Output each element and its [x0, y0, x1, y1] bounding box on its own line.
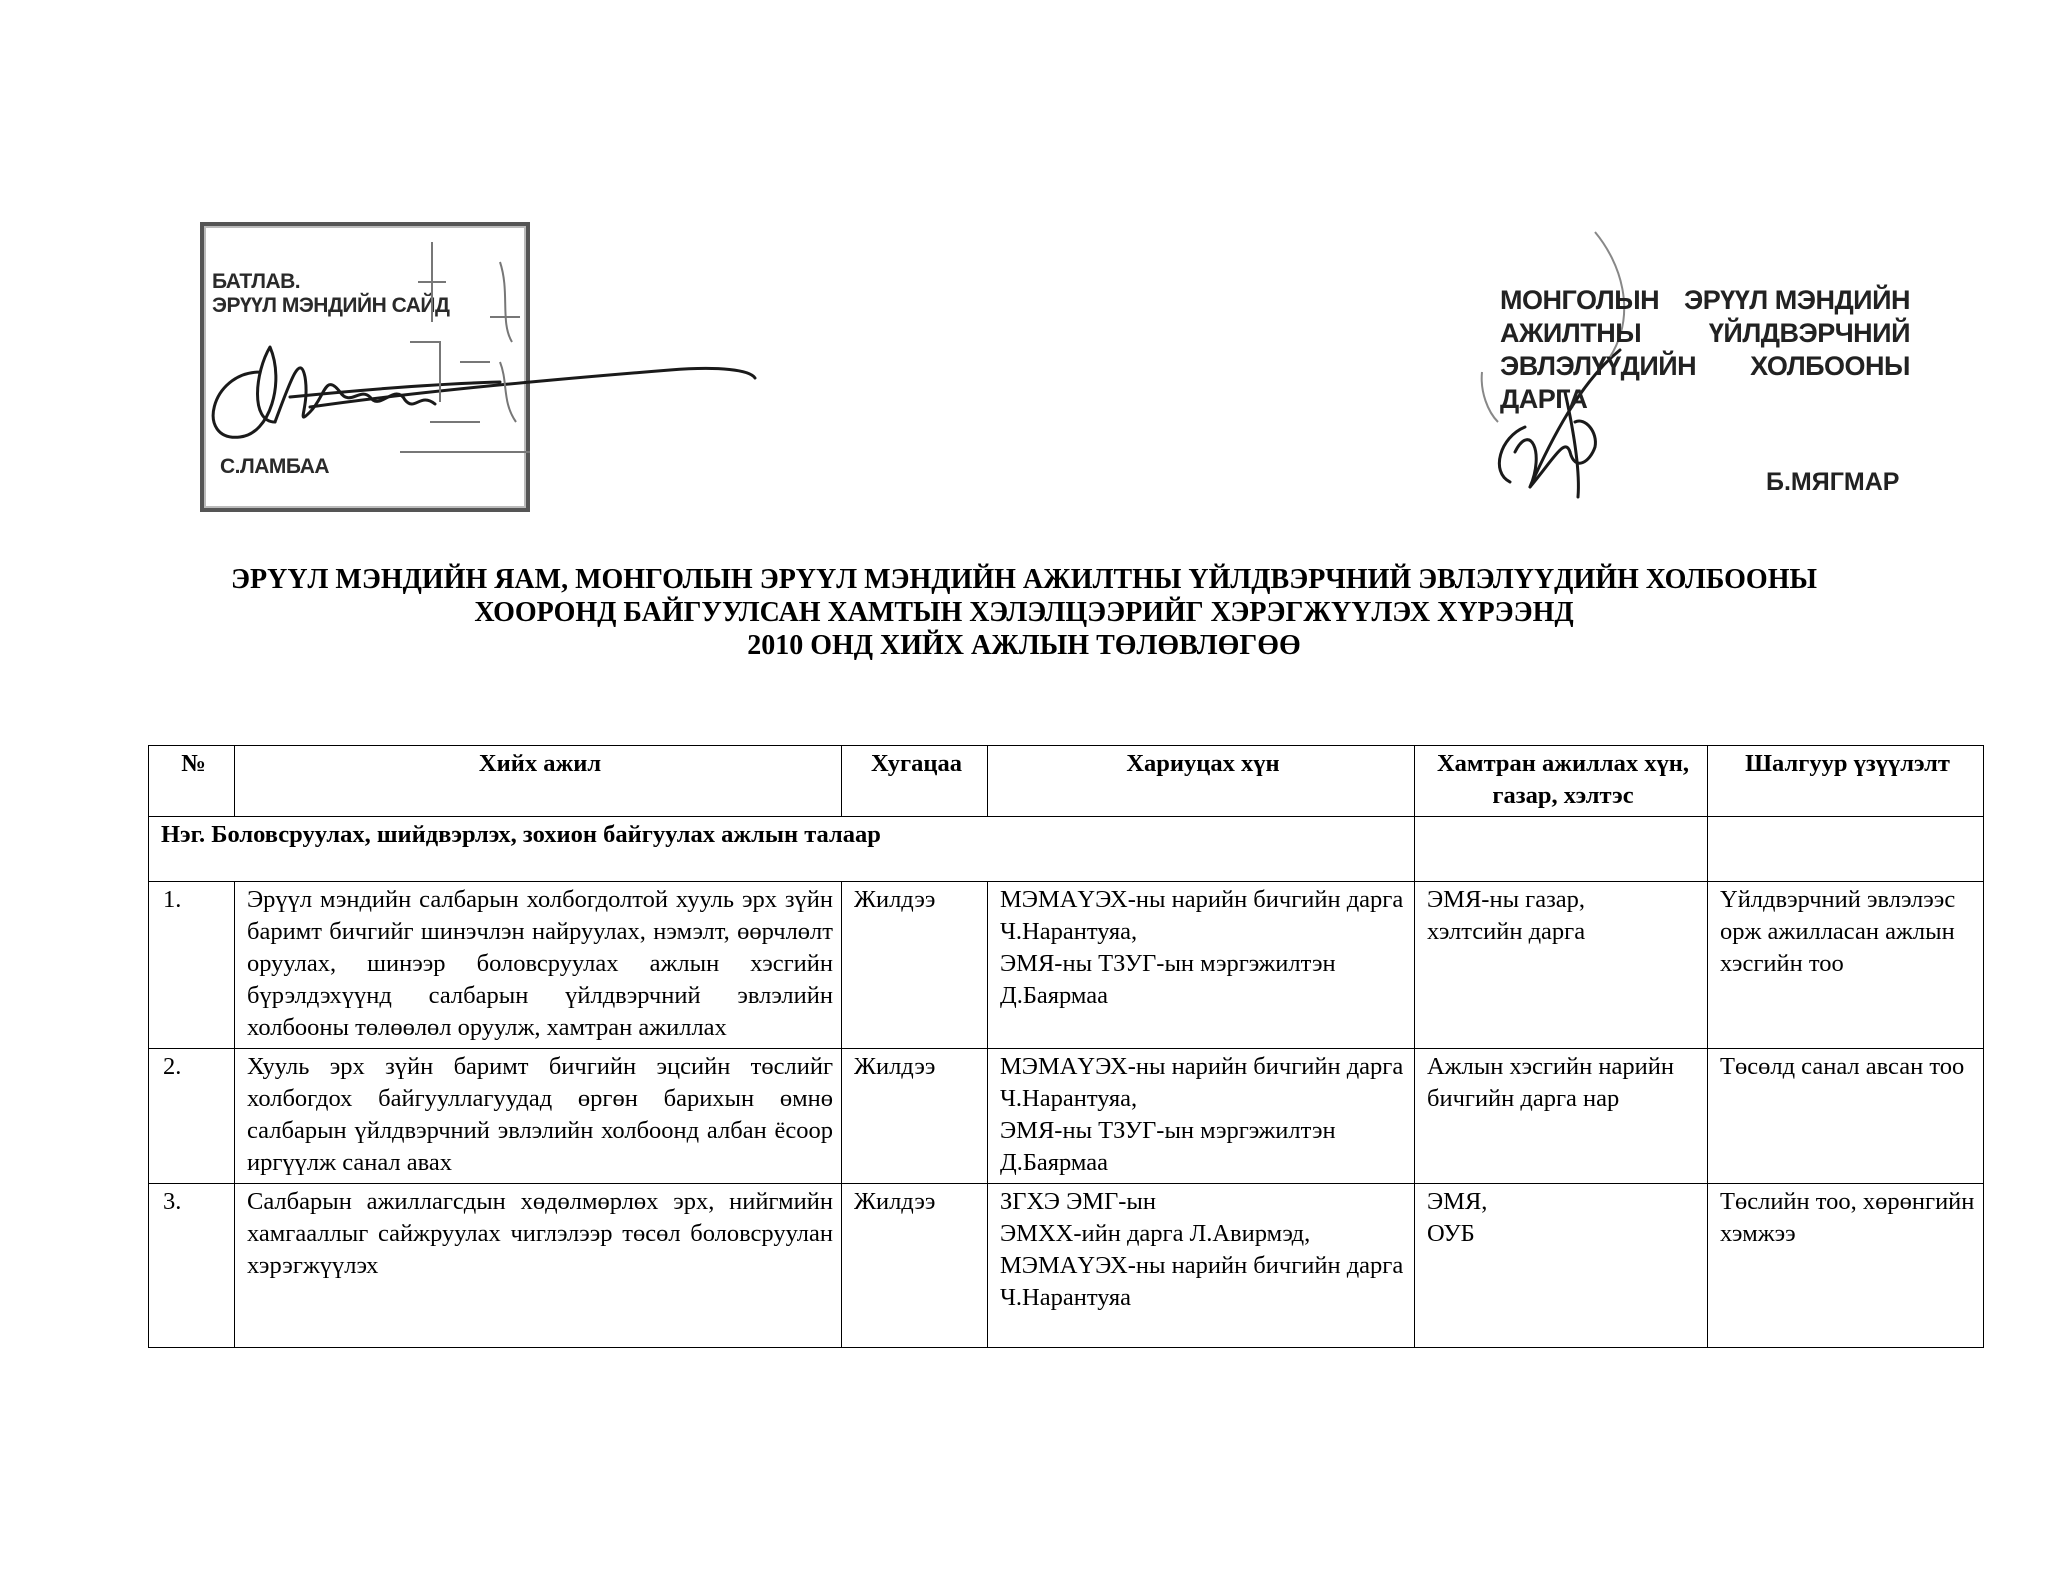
work-plan-table: [148, 745, 1984, 1348]
row-responsible: [988, 882, 1415, 1049]
row-partner: [1415, 1049, 1708, 1184]
title-line-1: ЭРҮҮЛ МЭНДИЙН ЯАМ, МОНГОЛЫН ЭРҮҮЛ МЭНДИЙН АЖИЛТНЫ ҮЙЛДВЭРЧНИЙ ЭВЛЭЛҮҮДИЙН ХОЛБООНЫ: [231, 564, 1817, 595]
row-criterion: Төслийн тоо, хөрөнгийн хэмжээ: [1708, 1184, 1984, 1348]
responsible-line: МЭМАҮЭХ-ны нарийн бичгийн дарга Ч.Нарантуяа: [1000, 1252, 1404, 1311]
row-period: Жилдээ: [842, 1049, 988, 1184]
table-row: [149, 882, 1984, 1049]
row-number: 2.: [149, 1049, 235, 1184]
header-task: Хийх ажил: [235, 746, 842, 817]
stamp-minister-title: ЭРҮҮЛ МЭНДИЙН САЙД: [212, 294, 450, 317]
row-task: Хууль эрх зүйн баримт бичгийн эцсийн төслийг холбогдох байгууллагуудад өргөн барихын өмнө салбарын үйлдвэрчний эвлэлийн холбоонд албан ёсоор иргүүлж санал авах: [235, 1049, 842, 1184]
row-period: Жилдээ: [842, 1184, 988, 1348]
table-row: [149, 1184, 1984, 1348]
document-title: [100, 563, 1948, 662]
header-period: Хугацаа: [842, 746, 988, 817]
section-title: Нэг. Боловсруулах, шийдвэрлэх, зохион байгуулах ажлын талаар: [149, 817, 1415, 882]
partner-line: ЭМЯ-ны газар,: [1427, 886, 1586, 913]
header-number: №: [149, 746, 235, 817]
approval-line-2b: ҮЙЛДВЭРЧНИЙ: [1708, 318, 1910, 348]
row-period: Жилдээ: [842, 882, 988, 1049]
partner-line: хэлтсийн дарга: [1427, 918, 1586, 945]
partner-line: ЭМЯ,: [1427, 1188, 1488, 1215]
partner-line: ОУБ: [1427, 1220, 1475, 1247]
row-responsible: [988, 1184, 1415, 1348]
responsible-line: ЭМЯ-ны ТЗУГ-ын мэргэжилтэн Д.Баярмаа: [1000, 950, 1336, 1009]
section-empty-cell: [1708, 817, 1984, 882]
approval-line-2a: АЖИЛТНЫ: [1500, 318, 1642, 348]
row-partner: [1415, 882, 1708, 1049]
row-criterion: Төсөлд санал авсан тоо: [1708, 1049, 1984, 1184]
table-header-row: [149, 746, 1984, 817]
approval-line-1a: МОНГОЛЫН: [1500, 285, 1660, 315]
header-partner: Хамтран ажиллах хүн, газар, хэлтэс: [1415, 746, 1708, 817]
row-criterion: Үйлдвэрчний эвлэлээс орж ажилласан ажлын хэсгийн тоо: [1708, 882, 1984, 1049]
header-criterion: Шалгуур үзүүлэлт: [1708, 746, 1984, 817]
title-line-3: 2010 ОНД ХИЙХ АЖЛЫН ТӨЛӨВЛӨГӨӨ: [747, 630, 1301, 661]
responsible-line: МЭМАҮЭХ-ны нарийн бичгийн дарга Ч.Нарантуяа,: [1000, 1053, 1404, 1112]
section-row: [149, 817, 1984, 882]
approval-line-3a: ЭВЛЭЛҮҮДИЙН: [1500, 351, 1697, 381]
approval-line-3b: ХОЛБООНЫ: [1750, 351, 1910, 381]
row-number: 1.: [149, 882, 235, 1049]
header-responsible: Хариуцах хүн: [988, 746, 1415, 817]
title-line-2: ХООРОНД БАЙГУУЛСАН ХАМТЫН ХЭЛЭЛЦЭЭРИЙГ ХЭРЭГЖҮҮЛЭХ ХҮРЭЭНД: [474, 597, 1574, 628]
row-task: Эрүүл мэндийн салбарын холбогдолтой хууль эрх зүйн баримт бичгийг шинэчлэн найруулах, нэмэлт, өөрчлөлт оруулах, шинээр боловсруулах ажлын хэсгийн бүрэлдэхүүнд салбарын үйлдвэрчний эвлэлийн холбооны төлөөлөл оруулж, хамтран ажиллах: [235, 882, 842, 1049]
row-partner: [1415, 1184, 1708, 1348]
union-chair-title: [1500, 284, 1910, 416]
approval-line-1b: ЭРҮҮЛ МЭНДИЙН: [1684, 285, 1910, 315]
table-row: [149, 1049, 1984, 1184]
union-approval-block: [1470, 222, 1930, 512]
stamp-approved-label: БАТЛАВ.: [212, 270, 301, 293]
section-empty-cell: [1415, 817, 1708, 882]
approval-line-4: ДАРГА: [1500, 384, 1588, 414]
approval-stamp: [200, 222, 530, 512]
row-task: Салбарын ажиллагсдын хөдөлмөрлөх эрх, нийгмийн хамгааллыг сайжруулах чиглэлээр төсөл боловсруулан хэрэгжүүлэх: [235, 1184, 842, 1348]
responsible-line: ЭМХХ-ийн дарга Л.Авирмэд,: [1000, 1220, 1311, 1247]
partner-line: Ажлын хэсгийн нарийн бичгийн дарга нар: [1427, 1053, 1674, 1112]
union-chair-name: Б.МЯГМАР: [1766, 468, 1900, 496]
responsible-line: ЗГХЭ ЭМГ-ын: [1000, 1188, 1156, 1215]
responsible-line: ЭМЯ-ны ТЗУГ-ын мэргэжилтэн Д.Баярмаа: [1000, 1117, 1336, 1176]
minister-signature: [200, 222, 760, 522]
stamp-minister-name: С.ЛАМБАА: [220, 455, 330, 478]
row-responsible: [988, 1049, 1415, 1184]
responsible-line: МЭМАҮЭХ-ны нарийн бичгийн дарга Ч.Нарантуяа,: [1000, 886, 1404, 945]
row-number: 3.: [149, 1184, 235, 1348]
